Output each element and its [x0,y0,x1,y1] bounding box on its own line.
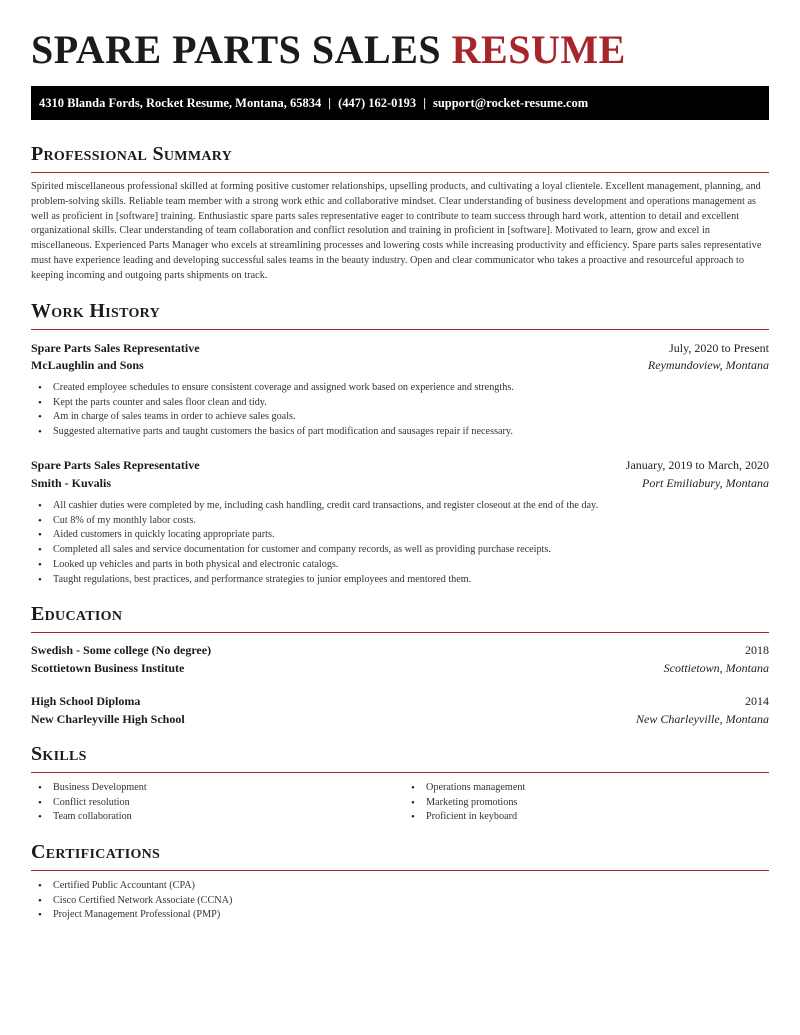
job-company: McLaughlin and Sons [31,358,144,372]
certifications-divider [31,870,769,871]
skills-list-left [31,781,147,825]
list-item: • Project Management Professional (PMP) [31,908,232,923]
contact-email[interactable]: support@rocket-resume.com [432,96,589,110]
list-item: • Aided customers in quickly locating appropriate parts. [31,528,598,543]
list-item: • Suggested alternative parts and taught customers the basics of part modification and sausages repair if necessary. [31,425,514,440]
certifications-list [31,879,232,923]
contact-address: 4310 Blanda Fords, Rocket Resume, Montana, 65834 [39,96,322,110]
list-item: • Am in charge of sales teams in order to achieve sales goals. [31,410,514,425]
contact-separator: | [328,96,332,110]
work-history-divider [31,329,769,330]
list-item: • Cisco Certified Network Associate (CCNA) [31,894,232,909]
list-item: • Created employee schedules to ensure consistent coverage and assigned work based on experience and strengths. [31,381,514,396]
contact-separator: | [423,96,426,110]
skills-heading: Skills [31,743,87,765]
education-location: New Charleyville, Montana [636,712,769,726]
education-location: Scottietown, Montana [663,661,769,675]
certifications-heading: Certifications [31,841,161,863]
list-item: • Cut 8% of my monthly labor costs. [31,514,598,529]
summary-heading: Professional Summary [31,143,233,165]
job-bullets [31,499,598,587]
list-item: • Team collaboration [31,810,147,825]
skills-list-right [404,781,525,825]
list-item: • Proficient in keyboard [404,810,525,825]
title-main: SPARE PARTS SALES [31,27,442,72]
contact-bar [31,86,769,120]
job-title: Spare Parts Sales Representative [31,458,200,472]
list-item: • Taught regulations, best practices, and performance strategies to junior employees and mentored them. [31,573,598,588]
education-degree: Swedish - Some college (No degree) [31,643,212,657]
job-dates: January, 2019 to March, 2020 [625,458,769,472]
education-degree: High School Diploma [31,694,141,708]
list-item: • Completed all sales and service documentation for customer and company records, as well as providing purchase receipts. [31,543,598,558]
list-item: • Certified Public Accountant (CPA) [31,879,232,894]
skills-divider [31,772,769,773]
education-school: New Charleyville High School [31,712,185,726]
list-item: • Marketing promotions [404,796,525,811]
list-item: • Looked up vehicles and parts in both physical and electronic catalogs. [31,558,598,573]
contact-phone[interactable]: (447) 162-0193 [338,96,417,110]
summary-divider [31,172,769,173]
job-location: Port Emiliabury, Montana [642,476,769,490]
job-bullets [31,381,514,440]
education-school: Scottietown Business Institute [31,661,185,675]
title-accent: RESUME [451,27,626,72]
job-location: Reymundoview, Montana [647,358,769,372]
summary-text: Spirited miscellaneous professional skilled at forming positive customer relationships, upselling products, and cultivating a loyal clientele. Excellent management, planning, and problem-solving skills. Reliable team member with a strong work ethic and collaborative mindset. Clear understanding of business development and operations management as well as proficient in [software] training. Enthusiastic spare parts sales representative eager to contribute to team success through hard work, attention to detail and excellent organizational skills. Clear understanding of team collaboration and conflict resolution and training in proficient in [software]. Motivated to learn, grow and excel in miscellaneous. Experienced Parts Manager who excels at streamlining processes and lowering costs while increasing productivity and efficiency. Spare parts sales representative must have experience leading and developing successful sales teams in the beauty industry. Open and clear communicator who takes a proactive and resourceful approach to keeping incoming and outgoing parts shipments on track. [31,181,762,281]
list-item: • All cashier duties were completed by me, including cash handling, credit card transactions, and register closeout at the end of the day. [31,499,598,514]
job-title: Spare Parts Sales Representative [31,341,200,355]
list-item: • Kept the parts counter and sales floor clean and tidy. [31,396,514,411]
education-year: 2014 [745,694,769,708]
job-company: Smith - Kuvalis [31,476,112,490]
education-year: 2018 [745,643,769,657]
list-item: • Operations management [404,781,525,796]
list-item: • Business Development [31,781,147,796]
work-history-heading: Work History [31,300,160,322]
list-item: • Conflict resolution [31,796,147,811]
education-heading: Education [31,603,123,625]
resume-title [31,28,626,72]
education-divider [31,632,769,633]
job-dates: July, 2020 to Present [669,341,769,355]
